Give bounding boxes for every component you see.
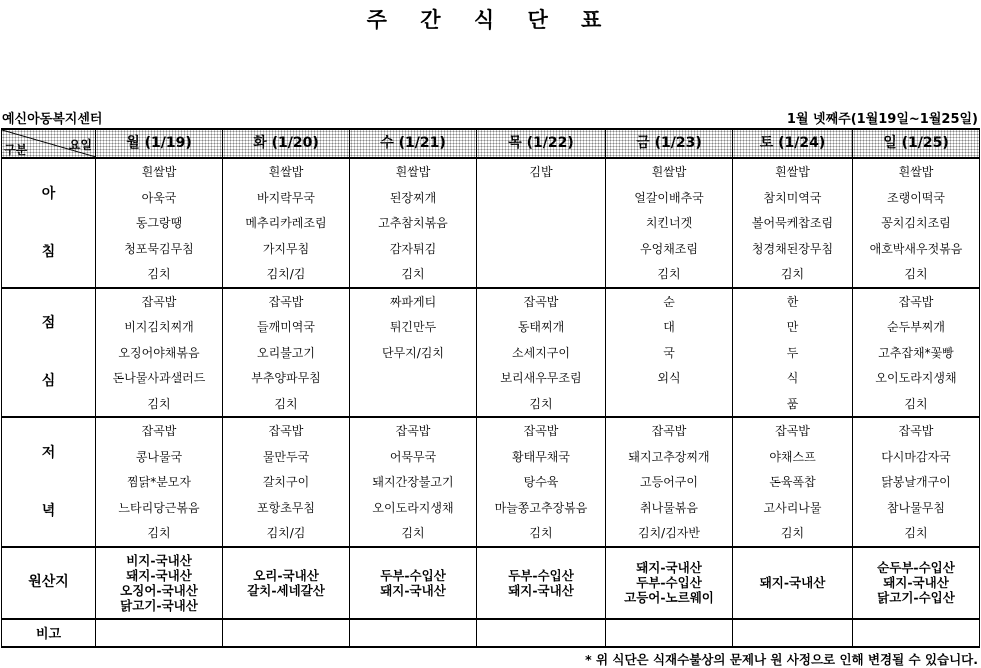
origin-cell xyxy=(223,547,350,619)
menu-cell: 흰쌀밥 xyxy=(96,158,223,185)
menu-cell: 김치 xyxy=(606,261,733,288)
menu-row xyxy=(2,391,980,418)
menu-cell: 흰쌀밥 xyxy=(223,158,350,185)
menu-cell: 김치 xyxy=(350,520,477,547)
origin-line: 고등어-노르웨이 xyxy=(624,590,714,605)
menu-cell: 부추양파무침 xyxy=(223,365,350,391)
origin-label: 원산지 xyxy=(2,547,96,619)
menu-cell: 외식 xyxy=(606,365,733,391)
origin-line: 두부-수입산 xyxy=(636,575,702,590)
menu-cell: 김치/김 xyxy=(223,520,350,547)
menu-cell: 참나물무침 xyxy=(853,495,980,521)
menu-cell: 야채스프 xyxy=(733,444,853,470)
menu-cell: 취나물볶음 xyxy=(606,495,733,521)
menu-cell: 고사리나물 xyxy=(733,495,853,521)
menu-cell: 돈육폭찹 xyxy=(733,469,853,495)
menu-cell: 들깨미역국 xyxy=(223,314,350,340)
note-cell xyxy=(350,619,477,647)
menu-cell: 순 xyxy=(606,288,733,315)
origin-cell xyxy=(606,547,733,619)
menu-row xyxy=(2,340,980,366)
menu-cell: 두 xyxy=(733,340,853,366)
menu-cell: 보리새우무조림 xyxy=(477,365,606,391)
page-title: 주 간 식 단 표 xyxy=(366,8,615,32)
menu-cell: 잡곡밥 xyxy=(853,417,980,444)
menu-cell: 돼지간장불고기 xyxy=(350,469,477,495)
origin-line: 돼지-국내산 xyxy=(759,575,826,590)
origin-line: 오리-국내산 xyxy=(253,567,319,583)
menu-row xyxy=(2,365,980,391)
menu-row xyxy=(2,236,980,262)
note-cell xyxy=(223,619,350,647)
menu-cell: 김치 xyxy=(96,261,223,288)
menu-cell: 오이도라지생채 xyxy=(350,495,477,521)
menu-cell: 아욱국 xyxy=(96,185,223,211)
origin-cell xyxy=(350,547,477,619)
menu-row xyxy=(2,444,980,470)
menu-cell: 어묵무국 xyxy=(350,444,477,470)
menu-cell: 오이도라지생채 xyxy=(853,365,980,391)
menu-cell: 돼지고추장찌개 xyxy=(606,444,733,470)
origin-cell xyxy=(477,547,606,619)
menu-cell: 김치 xyxy=(477,391,606,418)
menu-cell: 잡곡밥 xyxy=(96,417,223,444)
origin-cell xyxy=(853,547,980,619)
menu-cell: 비지김치찌개 xyxy=(96,314,223,340)
center-name: 예신아동복지센터 xyxy=(2,112,103,127)
menu-cell: 김치 xyxy=(853,520,980,547)
menu-row xyxy=(2,210,980,236)
menu-cell: 김치 xyxy=(853,261,980,288)
menu-cell: 김치 xyxy=(733,261,853,288)
menu-cell: 볼어묵케찹조림 xyxy=(733,210,853,236)
menu-cell: 참치미역국 xyxy=(733,185,853,211)
menu-cell: 잡곡밥 xyxy=(223,288,350,315)
menu-cell: 조랭이떡국 xyxy=(853,185,980,211)
menu-cell: 잡곡밥 xyxy=(350,417,477,444)
menu-cell: 만 xyxy=(733,314,853,340)
origin-line: 오징어-국내산 xyxy=(120,582,198,598)
menu-cell: 느타리당근볶음 xyxy=(96,495,223,521)
menu-cell: 김치/김 xyxy=(223,261,350,288)
menu-row xyxy=(2,469,980,495)
note-cell xyxy=(477,619,606,647)
menu-cell: 김치 xyxy=(477,520,606,547)
menu-row xyxy=(2,417,980,444)
menu-cell: 소세지구이 xyxy=(477,340,606,366)
menu-cell: 우엉채조림 xyxy=(606,236,733,262)
menu-cell: 잡곡밥 xyxy=(733,417,853,444)
menu-cell xyxy=(350,365,477,391)
menu-cell: 김치 xyxy=(733,520,853,547)
note-cell xyxy=(853,619,980,647)
menu-cell: 단무지/김치 xyxy=(350,340,477,366)
menu-cell: 김치 xyxy=(96,391,223,418)
menu-cell: 청포묵김무침 xyxy=(96,236,223,262)
menu-cell: 김치 xyxy=(350,261,477,288)
menu-cell xyxy=(350,391,477,418)
weekly-menu-table xyxy=(1,128,980,648)
menu-cell: 한 xyxy=(733,288,853,315)
menu-cell: 가지무침 xyxy=(223,236,350,262)
menu-row xyxy=(2,158,980,185)
menu-row xyxy=(2,314,980,340)
origin-row xyxy=(2,547,980,619)
menu-cell: 꽁치김치조림 xyxy=(853,210,980,236)
menu-cell: 잡곡밥 xyxy=(853,288,980,315)
day-header: 수 (1/21) xyxy=(350,129,477,158)
menu-cell: 마늘쫑고추장볶음 xyxy=(477,495,606,521)
menu-cell: 튀긴만두 xyxy=(350,314,477,340)
origin-line: 닭고기-수입산 xyxy=(877,590,955,605)
day-header: 일 (1/25) xyxy=(853,129,980,158)
menu-cell: 돈나물사과샐러드 xyxy=(96,365,223,391)
menu-cell xyxy=(477,261,606,288)
menu-cell: 식 xyxy=(733,365,853,391)
origin-cell xyxy=(96,547,223,619)
meal-label: 아 침 xyxy=(2,158,96,288)
note-cell xyxy=(96,619,223,647)
menu-cell: 잡곡밥 xyxy=(96,288,223,315)
origin-line: 돼지-국내산 xyxy=(636,560,702,575)
menu-cell: 물만두국 xyxy=(223,444,350,470)
menu-cell: 오징어야채볶음 xyxy=(96,340,223,366)
menu-cell: 갈치구이 xyxy=(223,469,350,495)
menu-cell: 김치 xyxy=(853,391,980,418)
menu-cell: 순두부찌개 xyxy=(853,314,980,340)
menu-cell: 흰쌀밥 xyxy=(853,158,980,185)
corner-label-day: 요일 xyxy=(68,138,92,152)
header-row xyxy=(2,129,980,158)
origin-line: 비지-국내산 xyxy=(126,552,192,568)
menu-cell xyxy=(477,210,606,236)
menu-cell: 동그랑땡 xyxy=(96,210,223,236)
menu-cell: 품 xyxy=(733,391,853,418)
menu-row xyxy=(2,185,980,211)
menu-cell: 오리불고기 xyxy=(223,340,350,366)
menu-cell: 고추잡채*꽃빵 xyxy=(853,340,980,366)
menu-row xyxy=(2,261,980,288)
menu-row xyxy=(2,495,980,521)
menu-cell: 감자튀김 xyxy=(350,236,477,262)
menu-cell: 탕수육 xyxy=(477,469,606,495)
menu-row xyxy=(2,288,980,315)
menu-cell: 흰쌀밥 xyxy=(733,158,853,185)
menu-cell: 김밥 xyxy=(477,158,606,185)
origin-line: 두부-수입산 xyxy=(508,567,574,583)
menu-cell: 대 xyxy=(606,314,733,340)
menu-cell: 동태찌개 xyxy=(477,314,606,340)
menu-cell: 포항초무침 xyxy=(223,495,350,521)
menu-cell: 잡곡밥 xyxy=(477,417,606,444)
menu-cell: 애호박새우젓볶음 xyxy=(853,236,980,262)
origin-line: 갈치-세네갈산 xyxy=(247,582,325,598)
menu-cell: 얼갈이배추국 xyxy=(606,185,733,211)
menu-cell: 김치/김자반 xyxy=(606,520,733,547)
origin-line: 닭고기-국내산 xyxy=(120,597,198,613)
menu-cell: 메추리카레조림 xyxy=(223,210,350,236)
menu-cell xyxy=(606,391,733,418)
menu-cell: 국 xyxy=(606,340,733,366)
menu-cell: 콩나물국 xyxy=(96,444,223,470)
origin-line: 돼지-국내산 xyxy=(380,582,446,598)
menu-cell: 흰쌀밥 xyxy=(350,158,477,185)
day-header: 금 (1/23) xyxy=(606,129,733,158)
menu-cell: 잡곡밥 xyxy=(606,417,733,444)
note-cell xyxy=(606,619,733,647)
menu-cell: 흰쌀밥 xyxy=(606,158,733,185)
corner-label-category: 구분 xyxy=(4,143,28,157)
menu-cell: 된장찌개 xyxy=(350,185,477,211)
day-header: 목 (1/22) xyxy=(477,129,606,158)
note-cell xyxy=(733,619,853,647)
menu-cell: 바지락무국 xyxy=(223,185,350,211)
menu-cell xyxy=(477,185,606,211)
day-header: 월 (1/19) xyxy=(96,129,223,158)
corner-cell xyxy=(2,129,96,158)
menu-cell: 잡곡밥 xyxy=(477,288,606,315)
menu-cell: 다시마감자국 xyxy=(853,444,980,470)
menu-cell: 황태무채국 xyxy=(477,444,606,470)
meal-label: 점 심 xyxy=(2,288,96,418)
menu-cell: 김치 xyxy=(96,520,223,547)
menu-cell: 닭봉날개구이 xyxy=(853,469,980,495)
meal-label: 저 녁 xyxy=(2,417,96,547)
day-header: 화 (1/20) xyxy=(223,129,350,158)
menu-cell: 김치 xyxy=(223,391,350,418)
origin-cell xyxy=(733,547,853,619)
menu-cell: 짜파게티 xyxy=(350,288,477,315)
origin-line: 두부-수입산 xyxy=(380,567,446,583)
origin-line: 순두부-수입산 xyxy=(877,560,955,575)
note-label: 비고 xyxy=(2,619,96,647)
origin-line: 돼지-국내산 xyxy=(883,575,949,590)
origin-line: 돼지-국내산 xyxy=(126,567,192,583)
note-row xyxy=(2,619,980,647)
menu-cell: 고등어구이 xyxy=(606,469,733,495)
menu-row xyxy=(2,520,980,547)
menu-cell: 잡곡밥 xyxy=(223,417,350,444)
menu-cell: 찜닭*분모자 xyxy=(96,469,223,495)
week-range: 1월 넷째주(1월19일~1월25일) xyxy=(786,112,978,127)
origin-line: 돼지-국내산 xyxy=(508,582,574,598)
footnote: * 위 식단은 식재수불상의 문제나 원 사정으로 인해 변경될 수 있습니다. xyxy=(585,652,978,667)
menu-cell: 고추참치볶음 xyxy=(350,210,477,236)
day-header: 토 (1/24) xyxy=(733,129,853,158)
menu-cell: 치킨너겟 xyxy=(606,210,733,236)
menu-cell xyxy=(477,236,606,262)
menu-cell: 청경채된장무침 xyxy=(733,236,853,262)
